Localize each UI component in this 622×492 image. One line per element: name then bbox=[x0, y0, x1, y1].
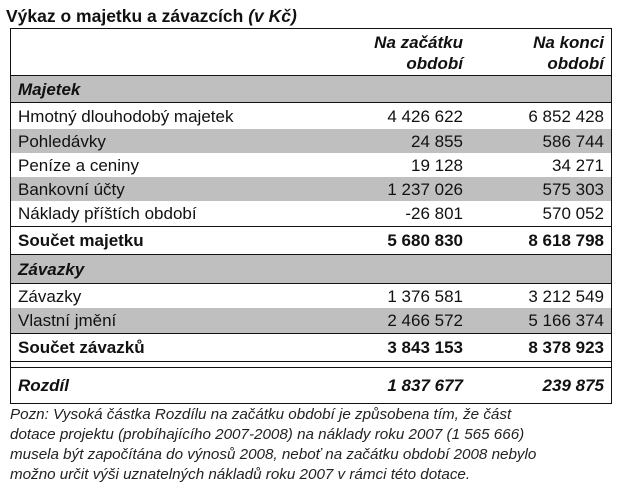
row-end-value: 34 271 bbox=[552, 156, 604, 175]
section-assets-label: Majetek bbox=[18, 80, 81, 99]
row-start-value: -26 801 bbox=[405, 204, 463, 223]
row-label: Náklady příštích období bbox=[18, 204, 197, 223]
row-end-value: 570 052 bbox=[542, 204, 604, 223]
row-end-value: 6 852 428 bbox=[528, 107, 604, 126]
row-label: Hmotný dlouhodobý majetek bbox=[18, 107, 234, 126]
report-title bbox=[6, 6, 297, 26]
total-row-liabilities bbox=[11, 334, 611, 361]
footnote-line: dotace projektu (probíhajícího 2007-2008) na náklady roku 2007 (1 565 666) bbox=[10, 426, 525, 443]
section-assets bbox=[11, 76, 611, 102]
row-end-value: 586 744 bbox=[542, 132, 604, 151]
row-start-value: 1 237 026 bbox=[387, 180, 463, 199]
table-row bbox=[11, 103, 611, 129]
row-label: Pohledávky bbox=[18, 132, 106, 151]
footnote-line: musela být započítána do výnosů 2008, neboť na začátku období 2008 nebylo bbox=[10, 446, 537, 463]
row-start-value: 4 426 622 bbox=[387, 107, 463, 126]
row-start-value: 19 128 bbox=[411, 156, 463, 175]
row-start-value: 1 376 581 bbox=[387, 287, 463, 306]
section-liabilities-label: Závazky bbox=[18, 260, 85, 279]
report-title-unit: (v Kč) bbox=[248, 6, 297, 26]
total-label: Součet majetku bbox=[18, 231, 144, 250]
table-row bbox=[11, 308, 611, 333]
total-start-value: 5 680 830 bbox=[387, 231, 463, 250]
report-table bbox=[10, 28, 612, 404]
row-start-value: 2 466 572 bbox=[387, 311, 463, 330]
table-row bbox=[11, 129, 611, 153]
row-start-value: 24 855 bbox=[411, 132, 463, 151]
header-end-line2: období bbox=[547, 54, 604, 73]
total-label: Součet závazků bbox=[18, 338, 145, 357]
footnote bbox=[10, 405, 614, 485]
section-liabilities bbox=[11, 255, 611, 283]
table-header bbox=[11, 29, 611, 75]
difference-end-value: 239 875 bbox=[542, 376, 604, 395]
row-end-value: 575 303 bbox=[542, 180, 604, 199]
footnote-line: možno určit výši uznatelných nákladů roku 2007 v rámci této dotace. bbox=[10, 466, 471, 483]
total-row-assets bbox=[11, 227, 611, 254]
row-end-value: 5 166 374 bbox=[528, 311, 604, 330]
header-end-line1: Na konci bbox=[533, 33, 604, 52]
header-end-period bbox=[533, 32, 604, 74]
difference-row bbox=[11, 369, 611, 402]
row-label: Vlastní jmění bbox=[18, 311, 117, 330]
header-start-line1: Na začátku bbox=[374, 33, 463, 52]
row-label: Peníze a ceniny bbox=[18, 156, 139, 175]
footnote-line: Pozn: Vysoká částka Rozdílu na začátku období je způsobena tím, že část bbox=[10, 406, 512, 423]
divider bbox=[11, 361, 611, 362]
row-label: Závazky bbox=[18, 287, 82, 306]
table-row bbox=[11, 153, 611, 177]
double-divider bbox=[11, 367, 611, 368]
table-row bbox=[11, 177, 611, 201]
difference-label: Rozdíl bbox=[18, 376, 69, 395]
row-label: Bankovní účty bbox=[18, 180, 125, 199]
total-end-value: 8 378 923 bbox=[528, 338, 604, 357]
total-end-value: 8 618 798 bbox=[528, 231, 604, 250]
header-start-line2: období bbox=[406, 54, 463, 73]
row-end-value: 3 212 549 bbox=[528, 287, 604, 306]
header-start-period bbox=[374, 32, 463, 74]
table-row bbox=[11, 284, 611, 308]
table-row bbox=[11, 201, 611, 226]
total-start-value: 3 843 153 bbox=[387, 338, 463, 357]
report-title-main: Výkaz o majetku a závazcích bbox=[6, 6, 244, 26]
difference-start-value: 1 837 677 bbox=[387, 376, 463, 395]
